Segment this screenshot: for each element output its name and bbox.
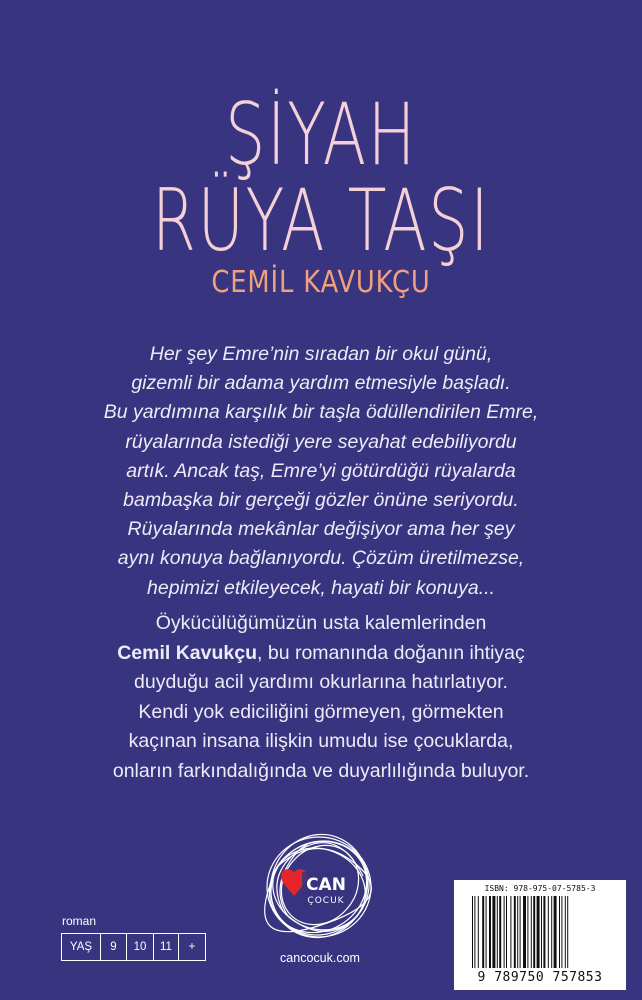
- author-name: CEMİL KAVUKÇU: [211, 265, 431, 300]
- barcode: [454, 880, 626, 990]
- blurb-line: bambaşka bir gerçeği gözler önüne seriyordu.: [123, 489, 519, 512]
- intro-line: onların farkındalığında ve duyarlılığında buluyor.: [112, 759, 530, 782]
- book-title-line-2: RÜYA TAŞI: [151, 171, 491, 271]
- genre-label: roman: [62, 914, 97, 928]
- blurb-line: Bu yardımına karşılık bir taşla ödüllendirilen Emre,: [103, 401, 539, 424]
- blurb-line: gizemli bir adama yardım etmesiyle başladı.: [131, 372, 511, 395]
- isbn-label: ISBN: 978-975-07-5785-3: [484, 884, 596, 893]
- age-value: 10: [127, 934, 154, 961]
- intro-line-rest: , bu romanında doğanın ihtiyaç: [257, 641, 525, 664]
- blurb-line: Rüyalarında mekânlar değişiyor ama her şey: [127, 518, 515, 541]
- age-range-table: [61, 933, 206, 961]
- age-value: 11: [154, 934, 179, 961]
- book-title-line-1: ŞİYAH: [225, 85, 417, 185]
- publisher-website: cancocuk.com: [280, 951, 360, 965]
- publisher-logo: [258, 826, 380, 948]
- age-label: YAŞ: [62, 934, 101, 961]
- blurb-line: artık. Ancak taş, Emre’yi götürdüğü rüyalarda: [126, 459, 516, 482]
- barcode-bars-icon: [472, 896, 608, 968]
- intro-line: duyduğu acil yardımı okurlarına hatırlatıyor.: [134, 671, 508, 694]
- blurb-line: hepimizi etkileyecek, hayati bir konuya...: [147, 576, 495, 599]
- intro-line: kaçınan insana ilişkin umudu ise çocuklarda,: [128, 730, 514, 753]
- intro-line: [40, 639, 602, 669]
- blurb-line: rüyalarında istediği yere seyahat edebiliyordu: [125, 430, 517, 453]
- blurb-text: [40, 340, 602, 603]
- barcode-number: 9 789750 757853: [477, 970, 603, 985]
- age-value: 9: [101, 934, 127, 961]
- intro-line: Kendi yok ediciliğini görmeyen, görmekten: [138, 700, 504, 723]
- age-value: +: [179, 934, 206, 961]
- intro-line: Öykücülüğümüzün usta kalemlerinden: [155, 612, 487, 634]
- author-intro-text: [40, 609, 602, 787]
- blurb-line: aynı konuya bağlanıyordu. Çözüm üretilmezse,: [117, 547, 525, 570]
- logo-text-bottom: ÇOCUK: [307, 896, 345, 906]
- logo-text-top: CAN: [306, 875, 346, 895]
- intro-author-name: Cemil Kavukçu: [117, 641, 258, 664]
- blurb-line: Her şey Emre’nin sıradan bir okul günü,: [149, 343, 493, 365]
